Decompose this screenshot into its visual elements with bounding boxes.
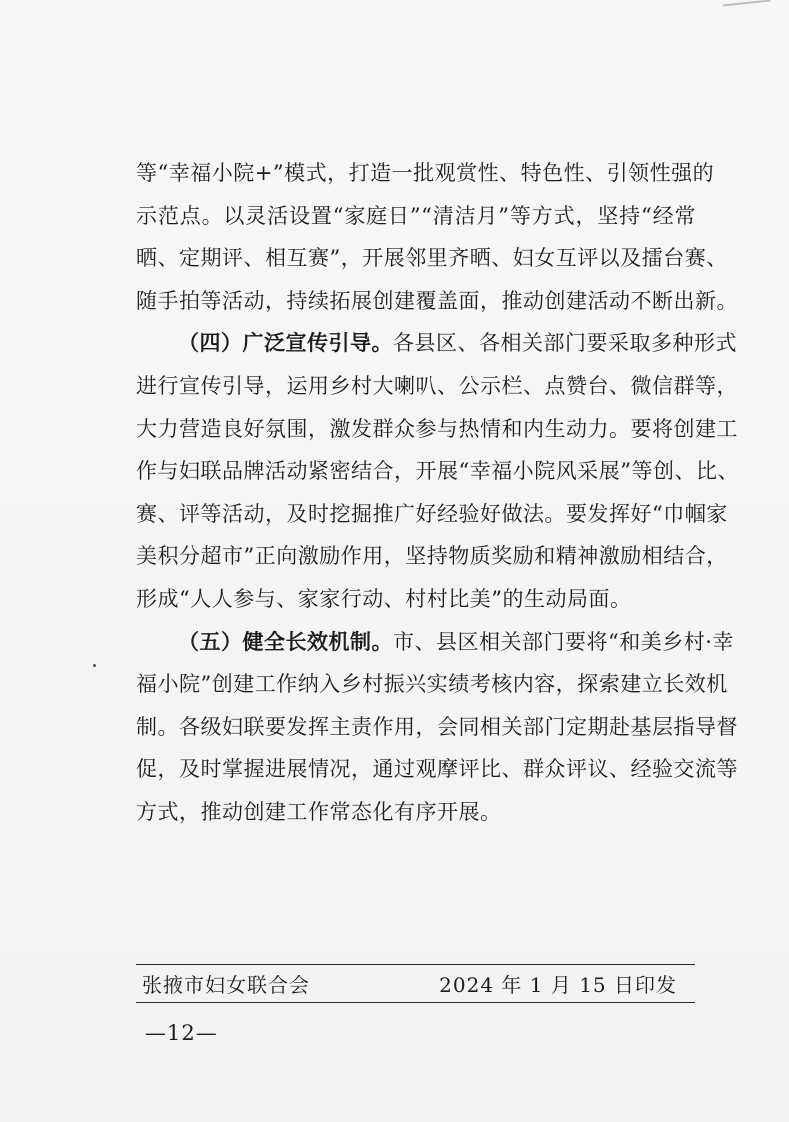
line-text: 示范点。以灵活设置“家庭日”“清洁月”等方式，坚持“经常 xyxy=(136,203,696,228)
text-line xyxy=(136,450,739,493)
page-number: —12— xyxy=(145,1021,218,1045)
text-line xyxy=(136,748,738,791)
line-text: 促，及时掌握进展情况，通过观摩评比、群众评议、经验交流等 xyxy=(136,757,738,782)
line-text: 形成“人人参与、家家行动、村村比美”的生动局面。 xyxy=(136,586,632,611)
text-line xyxy=(136,535,728,578)
footer-bottom-rule xyxy=(136,1002,695,1003)
line-text: 随手拍等活动，持续拓展创建覆盖面，推动创建活动不断出新。 xyxy=(136,288,738,313)
line-text: 市、县区相关部门要将“和美乡村·幸 xyxy=(393,629,734,654)
text-line xyxy=(136,408,738,451)
text-line xyxy=(136,322,737,365)
text-line xyxy=(136,237,728,280)
line-text: 进行宣传引导，运用乡村大喇叭、公示栏、点赞台、微信群等， xyxy=(136,373,738,398)
text-line xyxy=(136,493,728,536)
line-text: 福小院”创建工作纳入乡村振兴实绩考核内容，探索建立长效机 xyxy=(136,672,728,697)
text-line xyxy=(136,791,696,834)
section-heading: （五）健全长效机制。 xyxy=(178,629,393,654)
body-text xyxy=(136,152,739,834)
line-text: 制。各级妇联要发挥主责作用，会同相关部门定期赴基层指导督 xyxy=(136,714,738,739)
text-line xyxy=(136,621,734,664)
scan-speck xyxy=(93,664,96,667)
line-text: 赛、评等活动，及时挖掘推广好经验好做法。要发挥好“巾帼家 xyxy=(136,501,728,526)
line-text: 作与妇联品牌活动紧密结合，开展“幸福小院风采展”等创、比、 xyxy=(136,459,739,484)
text-line xyxy=(136,706,738,749)
line-text: 方式，推动创建工作常态化有序开展。 xyxy=(136,799,502,824)
issue-date: 2024 年 1 月 15 日印发 xyxy=(439,973,677,997)
line-text: 各县区、各相关部门要采取多种形式 xyxy=(393,331,737,356)
line-text: 晒、定期评、相互赛”，开展邻里齐晒、妇女互评以及擂台赛、 xyxy=(136,246,728,271)
line-text: 等“幸福小院+”模式，打造一批观赏性、特色性、引领性强的 xyxy=(136,161,715,185)
section-heading: （四）广泛宣传引导。 xyxy=(178,331,393,356)
line-text: 美积分超市”正向激励作用，坚持物质奖励和精神激励相结合， xyxy=(136,544,728,569)
scan-corner-mark xyxy=(723,0,772,14)
text-line xyxy=(136,663,728,706)
text-line xyxy=(136,152,715,195)
text-line xyxy=(136,195,696,238)
line-text: 大力营造良好氛围，激发群众参与热情和内生动力。要将创建工 xyxy=(136,416,738,441)
text-line xyxy=(136,578,696,621)
issuer-name: 张掖市妇女联合会 xyxy=(142,973,310,997)
text-line xyxy=(136,365,738,408)
text-line xyxy=(136,280,738,323)
footer-top-rule xyxy=(136,964,695,965)
